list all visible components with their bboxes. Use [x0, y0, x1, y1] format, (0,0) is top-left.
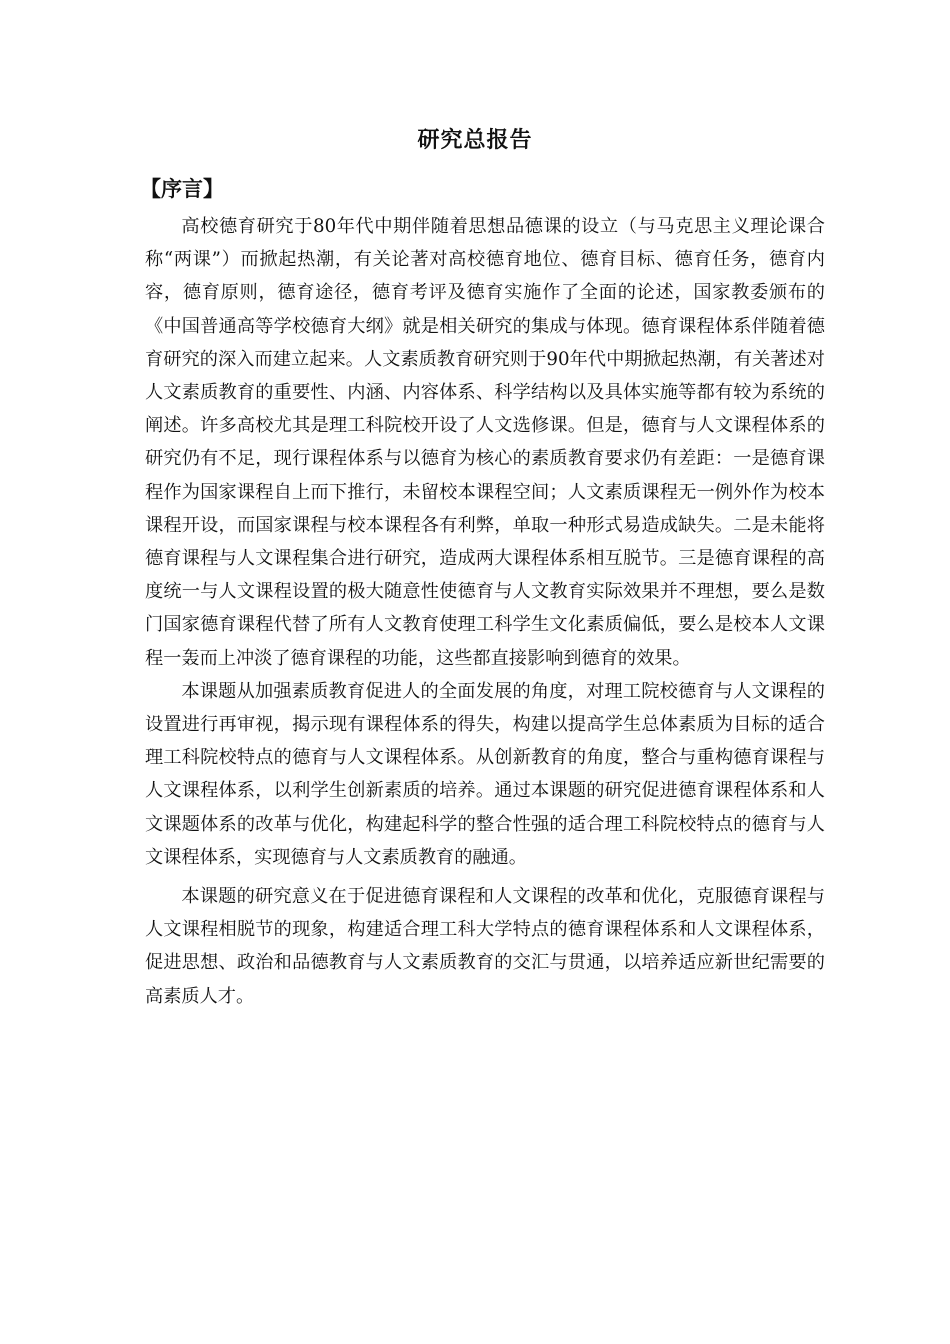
paragraph-1: 高校德育研究于80年代中期伴随着思想品德课的设立（与马克思主义理论课合称“两课”）而掀起热潮，有关论著对高校德育地位、德育目标、德育任务，德育内容，德育原则，德育途径，德育考评及德育实施作了全面的论述，国家教委颁布的《中国普通高等学校德育大纲》就是相关研究的集成与体现。德育课程体系伴随着德育研究的深入而建立起来。人文素质教育研究则于90年代中期掀起热潮，有关著述对人文素质教育的重要性、内涵、内容体系、科学结构以及具体实施等都有较为系统的阐述。许多高校尤其是理工科院校开设了人文选修课。但是，德育与人文课程体系的研究仍有不足，现行课程体系与以德育为核心的素质教育要求仍有差距：一是德育课程作为国家课程自上而下推行，未留校本课程空间；人文素质课程无一例外作为校本课程开设，而国家课程与校本课程各有利弊，单取一种形式易造成缺失。二是未能将德育课程与人文课程集合进行研究，造成两大课程体系相互脱节。三是德育课程的高度统一与人文课程设置的极大随意性使德育与人文教育实际效果并不理想，要么是数门国家德育课程代替了所有人文教育使理工科学生文化素质偏低，要么是校本人文课程一轰而上冲淡了德育课程的功能，这些都直接影响到德育的效果。 — [145, 216, 825, 669]
paragraph-2: 本课题从加强素质教育促进人的全面发展的角度，对理工院校德育与人文课程的设置进行再审视，揭示现有课程体系的得失，构建以提高学生总体素质为目标的适合理工科院校特点的德育与人文课程体系。从创新教育的角度，整合与重构德育课程与人文课程体系，以利学生创新素质的培养。通过本课题的研究促进德育课程体系和人文课题体系的改革与优化，构建起科学的整合性强的适合理工科院校特点的德育与人文课程体系，实现德育与人文素质教育的融通。 — [145, 680, 825, 868]
section-heading-preface: 【序言】 — [140, 176, 224, 201]
document-body — [145, 210, 825, 1019]
paragraph-3: 本课题的研究意义在于促进德育课程和人文课程的改革和优化，克服德育课程与人文课程相脱节的现象，构建适合理工科大学特点的德育课程体系和人文课程体系，促进思想、政治和品德教育与人文素质教育的交汇与贯通，以培养适应新世纪需要的高素质人才。 — [145, 886, 825, 1007]
document-title: 研究总报告 — [417, 127, 533, 153]
